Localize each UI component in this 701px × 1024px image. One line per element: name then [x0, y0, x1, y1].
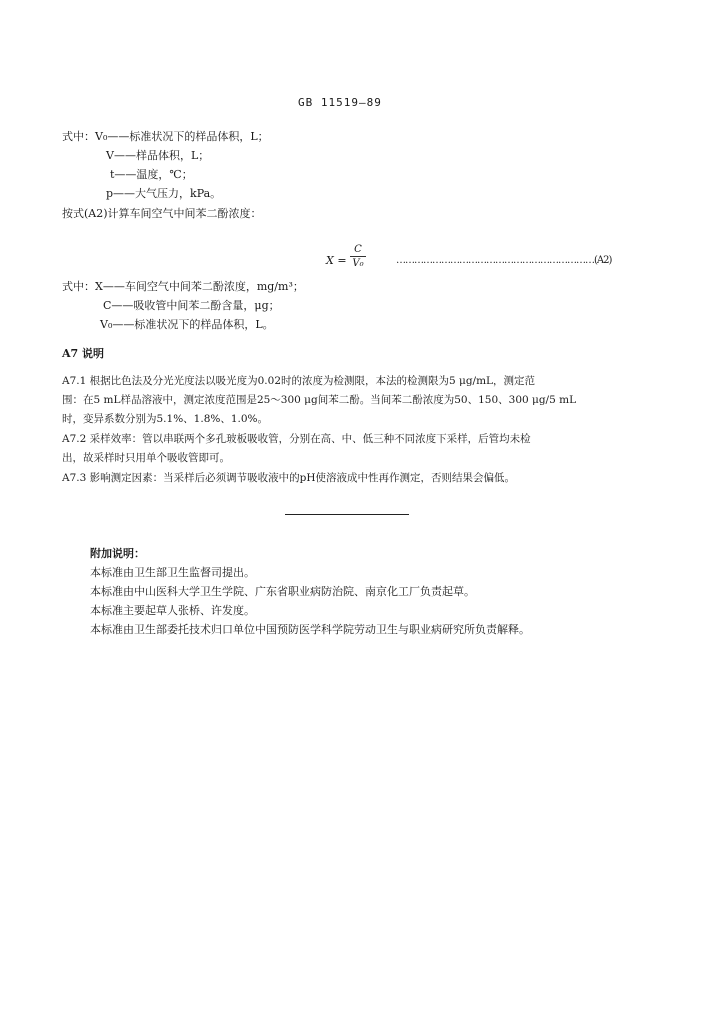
- definition-line: 式中：X——车间空气中间苯二酚浓度，mg/m³；: [62, 280, 304, 293]
- section-heading: A7 说明: [62, 347, 105, 360]
- paragraph-line: 出，故采样时只用单个吸收管即可。: [62, 452, 230, 464]
- section-divider: [285, 514, 409, 515]
- formula-fraction: [350, 244, 366, 269]
- formula-lhs: X =: [326, 254, 347, 267]
- paragraph-line: A7.3 影响测定因素：当采样后必须调节吸收液中的pH使溶液成中性再作测定，否则结果会偏低。: [62, 472, 515, 484]
- appendix-line: 本标准由卫生部卫生监督司提出。: [90, 566, 255, 579]
- appendix-line: 本标准主要起草人张桥、许发度。: [90, 604, 255, 617]
- formula-denominator: V₀: [352, 258, 364, 269]
- paragraph-line: 时，变异系数分别为5.1%、1.8%、1.0%。: [62, 413, 269, 425]
- definition-line: p——大气压力，kPa。: [106, 187, 222, 200]
- definition-line: C——吸收管中间苯二酚含量，μg；: [103, 299, 280, 312]
- appendix-line: 本标准由卫生部委托技术归口单位中国预防医学科学院劳动卫生与职业病研究所负责解释。: [90, 623, 530, 636]
- definition-line: 式中：V₀——标准状况下的样品体积，L；: [62, 130, 269, 143]
- definition-line: t——温度，℃；: [110, 168, 193, 181]
- definition-line: V₀——标准状况下的样品体积，L。: [100, 318, 274, 331]
- paragraph-line: A7.2 采样效率：管以串联两个多孔玻板吸收管，分别在高、中、低三种不同浓度下采样，后管均未检: [62, 433, 531, 445]
- formula-number: …………………………………………………………(A2): [396, 255, 612, 266]
- appendix-title: 附加说明：: [90, 547, 145, 560]
- formula-numerator: C: [354, 244, 362, 255]
- formula-intro: 按式(A2)计算车间空气中间苯二酚浓度：: [62, 207, 262, 220]
- fraction-bar: [350, 256, 366, 257]
- paragraph-line: 围：在5 mL样品溶液中，测定浓度范围是25～300 μg间苯二酚。当间苯二酚浓度为50、150、300 μg/5 mL: [62, 394, 577, 406]
- standard-code-header: GB 11519—89: [298, 96, 382, 109]
- paragraph-line: A7.1 根据比色法及分光光度法以吸光度为0.02时的浓度为检测限，本法的检测限为5 μg/mL，测定范: [62, 375, 536, 387]
- definition-line: V——样品体积，L；: [106, 149, 210, 162]
- appendix-line: 本标准由中山医科大学卫生学院、广东省职业病防治院、南京化工厂负责起草。: [90, 585, 475, 598]
